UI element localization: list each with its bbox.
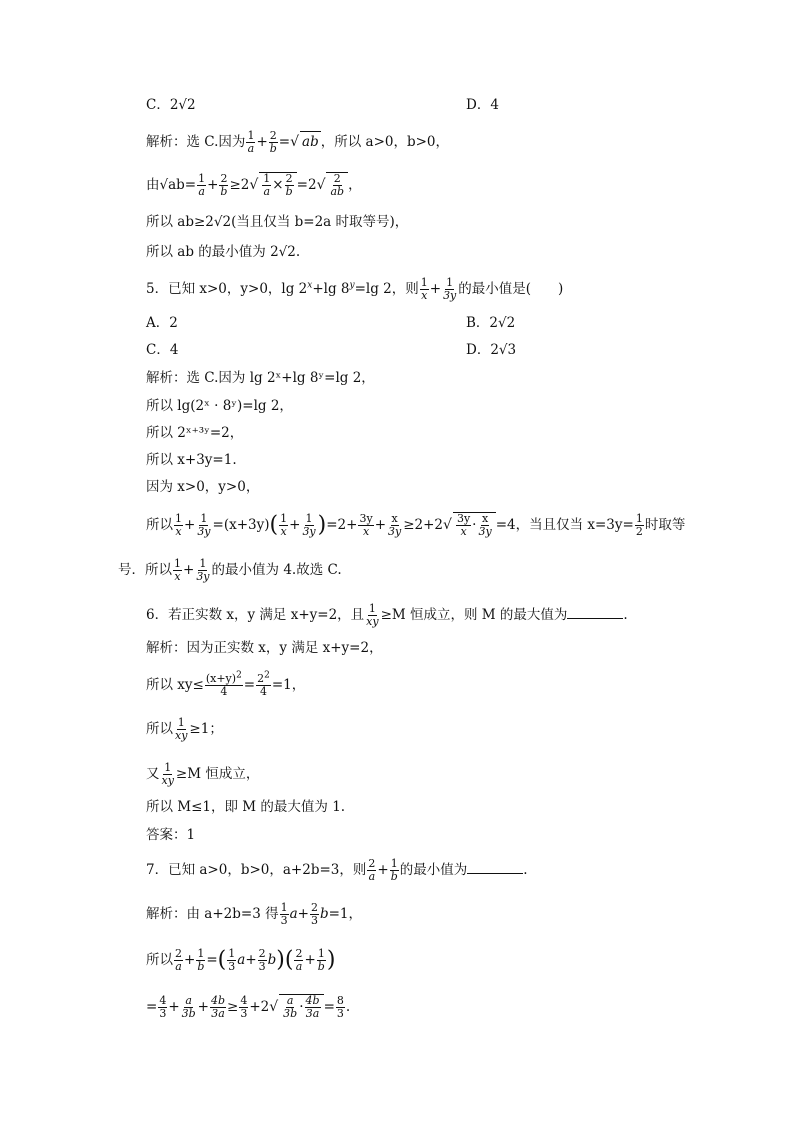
q5-stem-b: +lg 8	[312, 281, 350, 297]
answer-blank	[467, 859, 523, 874]
q4-sol1-text: 解析：选 C.因为	[146, 134, 246, 150]
fraction: $\frac{2}{b}$	[220, 172, 228, 198]
q7-solution-line1: 解析：由 a+2b=3 得 $\frac{1}{3}$ a+ $\frac{2}{3}$ b=1，	[146, 901, 363, 927]
fraction: $\frac{1}{3}$	[280, 901, 288, 927]
q6-solution-line2: 所以 xy≤ $\frac{(x+y)^2}{4}$ = $\frac{2^2}{4}$ =1，	[146, 670, 306, 698]
fraction: $\frac{1}{b}$	[317, 947, 325, 973]
q5-solution-line4: 所以 x+3y=1.	[146, 452, 237, 468]
fraction: $\frac{1}{xy}$	[161, 761, 174, 787]
q5-s6-tail: =4，当且仅当 x=3y=	[495, 517, 634, 533]
fraction: $\frac{1}{2}$	[635, 512, 643, 538]
q6-answer: 答案：1	[146, 827, 196, 843]
fraction: $\frac{2}{b}$	[285, 172, 293, 198]
q5-s6-head: 所以	[146, 517, 173, 533]
q5-s6-end: 时取等	[644, 517, 686, 533]
q5-option-c: C．4	[146, 342, 179, 358]
fraction: $\frac{2}{3}$	[310, 901, 318, 927]
fraction: $\frac{(x+y)^2}{4}$	[205, 670, 242, 698]
q6-s2-tail: =1，	[271, 677, 306, 693]
q6-stem	[146, 603, 628, 628]
q5-option-a: A．2	[146, 315, 178, 331]
q5-solution-line3: 所以 2ˣ⁺³ʸ=2，	[146, 425, 244, 441]
q6-stem-b: ≥M 恒成立，则 M 的最大值为	[380, 607, 568, 623]
fraction: $\frac{2}{b}$	[269, 129, 277, 155]
q6-s4-tail: ≥M 恒成立，	[175, 766, 260, 782]
q7-stem: 7．已知 a>0，b>0，a+2b=3，则 $\frac{2}{a}$ + $\frac{1}{b}$ 的最小值为 .	[146, 857, 528, 883]
fraction: $\frac{2}{a}$	[175, 947, 182, 973]
fraction: $\frac{x}{3y}$	[388, 512, 402, 538]
q5-stem-d: 的最小值是( )	[458, 281, 564, 297]
fraction: $\frac{1}{xy}$	[175, 716, 188, 742]
q4-solution-line1: 解析：选 C.因为 $\frac{1}{a}$ + $\frac{2}{b}$ =√ ab ，所以 a>0，b>0，	[146, 129, 450, 155]
q6-solution-line3	[146, 717, 223, 742]
q5-stem: 5．已知 x>0，y>0，$\lg 2^x+\lg$ $8^y=\lg$ 2，则 $\frac{1}{x}$ + $\frac{1}{3y}$ 的最小值是( )	[146, 276, 564, 302]
fraction: $\frac{1}{a}$	[263, 172, 271, 198]
fraction: $\frac{a}{3b}$	[283, 994, 298, 1020]
fraction: $\frac{2^2}{4}$	[257, 670, 270, 698]
q5-option-d: D．2√3	[466, 342, 517, 358]
q7-s1-tail: =1，	[328, 906, 363, 922]
q4-solution-line2: 由√ab= $\frac{1}{a}$ + $\frac{2}{b}$ ≥2√ $\frac{1}{a}$ × $\frac{2}{b}$ =2√ $\frac{2}{ab}$ ，	[146, 172, 362, 198]
fraction: $\frac{1}{3y}$	[196, 557, 210, 583]
fraction: $\frac{8}{3}$	[336, 994, 344, 1020]
fraction: $\frac{1}{x}$	[420, 276, 428, 302]
q5-s7-tail: 的最小值为 4.故选 C.	[211, 562, 342, 578]
q6-s3-head: 所以	[146, 721, 173, 737]
q6-stem-end: .	[623, 607, 628, 623]
q5-solution-line6: 所以 $\frac{1}{x}$ + $\frac{1}{3y}$ =(x+3y)( $\frac{1}{x}$ + $\frac{1}{3y}$ )=2+ $\frac{3y}{x}$ + $\frac{x}{3y}$ ≥2+2√ $\frac{3y}{x}$ · $\frac{x}{3y}$ =4，当且仅当 x=3y= $\frac{1}{2}$ 时取等	[146, 512, 686, 538]
q4-option-d: D．4	[466, 97, 499, 113]
q4-solution-line4: 所以 ab 的最小值为 2√2.	[146, 244, 301, 260]
fraction: $\frac{x}{3y}$	[478, 512, 492, 538]
q5-solution-line1: 解析：选 C.因为 lg 2ˣ+lg 8ʸ=lg 2，	[146, 370, 375, 386]
q6-s4-head: 又	[146, 766, 160, 782]
q5-solution-line7: 号．所以 $\frac{1}{x}$ + $\frac{1}{3y}$ 的最小值为 4.故选 C.	[118, 557, 342, 583]
q7-stem-end: .	[523, 862, 528, 878]
q7-solution-line2: 所以 $\frac{2}{a}$ + $\frac{1}{b}$ =( $\frac{1}{3}$ a+ $\frac{2}{3}$ b)( $\frac{2}{a}$ + $\frac{1}{b}$ )	[146, 947, 336, 973]
q5-solution-line2: 所以 lg(2ˣ · 8ʸ)=lg 2，	[146, 398, 293, 414]
q7-s3-tail: .	[345, 999, 351, 1015]
q7-s2-head: 所以	[146, 952, 173, 968]
fraction: $\frac{2}{3}$	[258, 947, 266, 973]
fraction: $\frac{1}{3}$	[228, 947, 236, 973]
q6-s3-tail: ≥1；	[189, 721, 223, 737]
q5-solution-line5: 因为 x>0，y>0，	[146, 479, 260, 495]
fraction: $\frac{4b}{3a}$	[305, 994, 320, 1020]
q4-sol1-tail: ，所以 a>0，b>0，	[320, 134, 450, 150]
q6-s2-head: 所以 xy≤	[146, 677, 204, 693]
fraction: $\frac{3y}{x}$	[456, 512, 471, 538]
fraction: $\frac{1}{3y}$	[197, 512, 211, 538]
fraction: $\frac{4}{3}$	[159, 994, 167, 1020]
fraction: $\frac{1}{b}$	[197, 947, 205, 973]
answer-blank	[567, 604, 623, 619]
fraction: $\frac{2}{ab}$	[330, 172, 345, 198]
fraction: $\frac{1}{b}$	[390, 857, 398, 883]
q5-option-b: B．2√2	[466, 315, 516, 331]
q5-stem-c: =lg 2，则	[354, 281, 419, 297]
fraction: $\frac{1}{xy}$	[366, 602, 379, 628]
fraction: $\frac{1}{x}$	[175, 512, 182, 538]
q5-s7-head: 号．所以	[118, 562, 172, 578]
q7-solution-line3: = $\frac{4}{3}$ + $\frac{a}{3b}$ + $\frac{4b}{3a}$ ≥ $\frac{4}{3}$ +2√ $\frac{a}{3b}$ · $\frac{4b}{3a}$ = $\frac{8}{3}$ .	[146, 994, 351, 1020]
fraction: $\frac{3y}{x}$	[359, 512, 373, 538]
fraction: $\frac{4}{3}$	[240, 994, 248, 1020]
fraction: $\frac{a}{3b}$	[181, 994, 196, 1020]
q6-stem-a: 6．若正实数 x，y 满足 x+y=2，且	[146, 607, 365, 623]
q6-solution-line5: 所以 M≤1，即 M 的最大值为 1.	[146, 799, 346, 815]
fraction: $\frac{1}{x}$	[174, 557, 181, 583]
q5-stem-a: 5．已知 x>0，y>0，lg 2	[146, 281, 308, 297]
q7-stem-b: 的最小值为	[399, 862, 468, 878]
q7-s1-head: 解析：由 a+2b=3 得	[146, 906, 279, 922]
fraction: $\frac{2}{a}$	[295, 947, 303, 973]
fraction: $\frac{1}{3y}$	[302, 512, 316, 538]
fraction: $\frac{1}{3y}$	[443, 276, 457, 302]
q4-sol2-text: 由√ab=	[146, 177, 197, 193]
q6-solution-line1: 解析：因为正实数 x，y 满足 x+y=2，	[146, 640, 383, 656]
q7-stem-a: 7．已知 a>0，b>0，a+2b=3，则	[146, 862, 367, 878]
fraction: $\frac{4b}{3a}$	[210, 994, 226, 1020]
q4-solution-line3: 所以 ab≥2√2(当且仅当 b=2a 时取等号)，	[146, 214, 409, 230]
q4-option-c: C．2√2	[146, 97, 196, 113]
fraction: $\frac{1}{a}$	[247, 129, 255, 155]
q6-solution-line4	[146, 762, 259, 787]
fraction: $\frac{1}{a}$	[198, 172, 206, 198]
fraction: $\frac{1}{x}$	[280, 512, 288, 538]
fraction: $\frac{2}{a}$	[368, 857, 376, 883]
